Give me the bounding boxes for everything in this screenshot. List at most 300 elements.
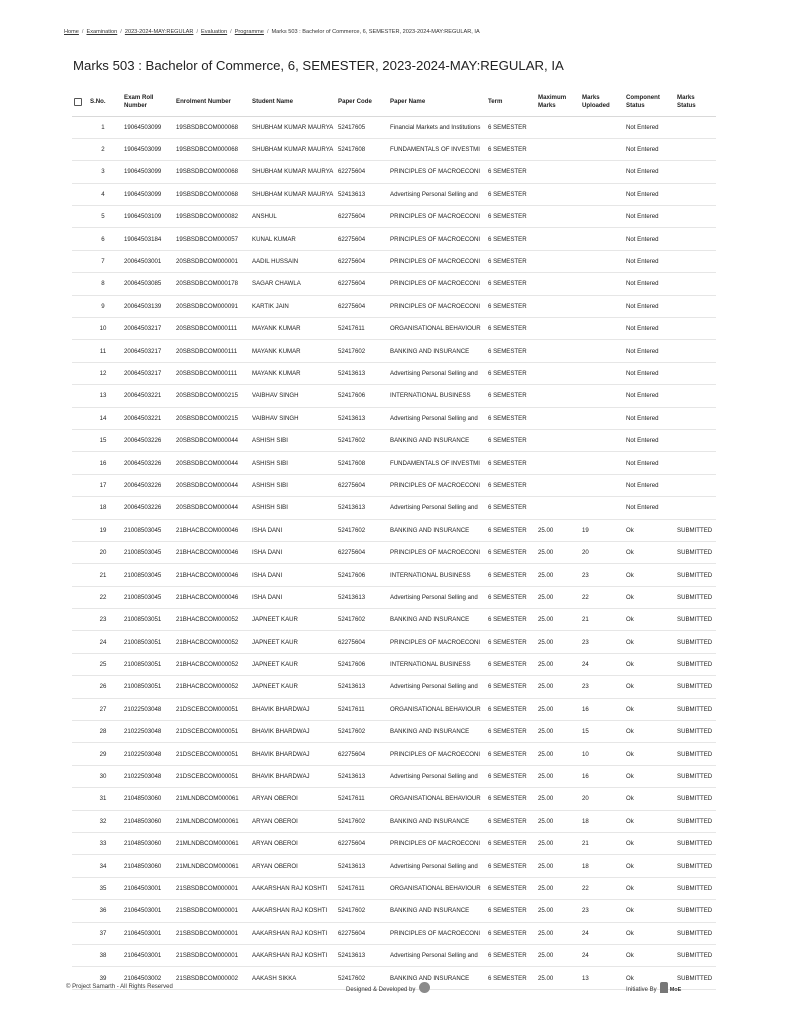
cell-max-marks xyxy=(536,250,580,272)
cell-component-status: Ok xyxy=(626,773,634,781)
row-select-cell xyxy=(72,250,88,272)
cell-term: 6 SEMESTER xyxy=(488,414,527,422)
cell-component-status: Ok xyxy=(626,549,634,557)
cell-max-marks: 25.00 xyxy=(538,884,554,892)
row-select-cell xyxy=(72,922,88,944)
cell-enrolment: 20SBSDBCOM000091 xyxy=(176,302,238,310)
header-sno: S.No. xyxy=(88,89,122,116)
cell-marks-uploaded xyxy=(580,295,624,317)
cell-component-status: Not Entered xyxy=(626,481,659,489)
cell-max-marks xyxy=(536,452,580,474)
cell-paper-code: 52417602 xyxy=(338,907,366,915)
row-select-cell xyxy=(72,318,88,340)
cell-paper-code: 52417602 xyxy=(338,526,366,534)
breadcrumb-session-link[interactable]: 2023-2024-MAY:REGULAR xyxy=(124,29,194,35)
cell-student-name: JAPNEET KAUR xyxy=(252,616,298,624)
cell-paper-code: 52417611 xyxy=(338,325,365,333)
cell-sno: 16 xyxy=(99,459,107,467)
cell-enrolment: 20SBSDBCOM000044 xyxy=(176,504,238,512)
cell-marks-status: SUBMITTED xyxy=(677,773,713,781)
cell-marks-uploaded xyxy=(580,474,624,496)
cell-marks-status xyxy=(675,250,716,272)
cell-student-name: SAGAR CHAWLA xyxy=(252,280,301,288)
emblem-icon xyxy=(660,982,668,993)
cell-paper-code: 52413613 xyxy=(338,414,366,422)
row-select-cell xyxy=(72,497,88,519)
table-row xyxy=(72,138,716,160)
cell-term: 6 SEMESTER xyxy=(488,773,527,781)
cell-sno: 13 xyxy=(99,392,107,400)
cell-marks-uploaded xyxy=(580,497,624,519)
cell-enrolment: 21DSCEBCOM000051 xyxy=(176,705,239,713)
breadcrumb-home-link[interactable]: Home xyxy=(64,29,79,35)
cell-max-marks xyxy=(536,206,580,228)
cell-paper-code: 62275604 xyxy=(338,929,366,937)
cell-paper-name: BANKING AND INSURANCE xyxy=(390,437,470,445)
cell-enrolment: 19SBSDBCOM000068 xyxy=(176,190,238,198)
cell-component-status: Ok xyxy=(626,593,634,601)
cell-component-status: Ok xyxy=(626,526,634,534)
cell-enrolment: 20SBSDBCOM000178 xyxy=(176,280,238,288)
table-header-row xyxy=(72,89,716,116)
cell-marks-uploaded xyxy=(580,138,624,160)
cell-paper-code: 52417602 xyxy=(338,817,366,825)
table-row xyxy=(72,407,716,429)
cell-max-marks xyxy=(536,385,580,407)
cell-marks-uploaded: 16 xyxy=(582,705,589,713)
cell-enrolment: 21BHACBCOM000052 xyxy=(176,638,239,646)
cell-exam-roll: 21064503002 xyxy=(124,974,162,982)
header-term: Term xyxy=(486,89,536,116)
cell-marks-uploaded xyxy=(580,340,624,362)
cell-exam-roll: 20064503226 xyxy=(124,437,162,445)
cell-marks-status xyxy=(675,295,716,317)
cell-enrolment: 20SBSDBCOM000215 xyxy=(176,392,238,400)
cell-student-name: BHAVIK BHARDWAJ xyxy=(252,773,310,781)
cell-paper-code: 62275604 xyxy=(338,750,366,758)
cell-marks-status xyxy=(675,362,716,384)
cell-paper-name: PRINCIPLES OF MACROECONI xyxy=(390,481,481,489)
cell-term: 6 SEMESTER xyxy=(488,683,527,691)
cell-exam-roll: 19064503184 xyxy=(124,235,162,243)
cell-paper-name: Advertising Personal Selling and xyxy=(390,952,478,960)
table-row xyxy=(72,206,716,228)
cell-student-name: ASHISH SIBI xyxy=(252,481,288,489)
cell-enrolment: 19SBSDBCOM000068 xyxy=(176,146,238,154)
cell-exam-roll: 21048503060 xyxy=(124,817,162,825)
cell-term: 6 SEMESTER xyxy=(488,862,527,870)
cell-paper-code: 52413613 xyxy=(338,504,366,512)
cell-max-marks xyxy=(536,318,580,340)
cell-marks-uploaded: 20 xyxy=(582,795,589,803)
cell-max-marks: 25.00 xyxy=(538,929,554,937)
table-row xyxy=(72,161,716,183)
cell-student-name: SHUBHAM KUMAR MAURYA xyxy=(252,146,334,154)
cell-paper-code: 62275604 xyxy=(338,235,366,243)
cell-exam-roll: 21048503060 xyxy=(124,840,162,848)
cell-paper-code: 52417606 xyxy=(338,571,366,579)
cell-exam-roll: 21008503051 xyxy=(124,683,162,691)
row-select-cell xyxy=(72,676,88,698)
cell-component-status: Ok xyxy=(626,750,634,758)
cell-exam-roll: 19064503099 xyxy=(124,168,162,176)
cell-sno: 30 xyxy=(99,773,107,781)
cell-sno: 12 xyxy=(99,369,107,377)
cell-marks-uploaded xyxy=(580,452,624,474)
table-row xyxy=(72,497,716,519)
cell-term: 6 SEMESTER xyxy=(488,369,527,377)
cell-paper-name: BANKING AND INSURANCE xyxy=(390,907,470,915)
cell-exam-roll: 21008503051 xyxy=(124,616,162,624)
cell-student-name: MAYANK KUMAR xyxy=(252,369,301,377)
cell-component-status: Not Entered xyxy=(626,459,659,467)
table-row xyxy=(72,944,716,966)
table-row xyxy=(72,922,716,944)
row-select-cell xyxy=(72,743,88,765)
cell-exam-roll: 20064503217 xyxy=(124,347,162,355)
table-row xyxy=(72,586,716,608)
cell-student-name: VAIBHAV SINGH xyxy=(252,392,299,400)
cell-sno: 37 xyxy=(99,929,107,937)
cell-marks-uploaded xyxy=(580,183,624,205)
cell-enrolment: 19SBSDBCOM000082 xyxy=(176,213,238,221)
cell-enrolment: 20SBSDBCOM000044 xyxy=(176,459,238,467)
row-select-cell xyxy=(72,429,88,451)
row-select-cell xyxy=(72,788,88,810)
cell-sno: 27 xyxy=(99,705,107,713)
table-row xyxy=(72,318,716,340)
cell-sno: 15 xyxy=(99,437,107,445)
cell-max-marks: 25.00 xyxy=(538,593,554,601)
cell-marks-uploaded: 24 xyxy=(582,952,589,960)
cell-component-status: Not Entered xyxy=(626,369,659,377)
cell-marks-status: SUBMITTED xyxy=(677,750,713,758)
cell-exam-roll: 21008503045 xyxy=(124,526,162,534)
row-select-cell xyxy=(72,541,88,563)
cell-exam-roll: 21048503060 xyxy=(124,862,162,870)
cell-enrolment: 20SBSDBCOM000111 xyxy=(176,347,238,355)
cell-enrolment: 21BHACBCOM000046 xyxy=(176,571,239,579)
cell-component-status: Ok xyxy=(626,571,634,579)
cell-marks-status xyxy=(675,206,716,228)
table-row xyxy=(72,833,716,855)
cell-student-name: ISHA DANI xyxy=(252,593,283,601)
cell-term: 6 SEMESTER xyxy=(488,952,527,960)
cell-component-status: Not Entered xyxy=(626,414,659,422)
cell-paper-name: PRINCIPLES OF MACROECONI xyxy=(390,638,481,646)
cell-component-status: Ok xyxy=(626,683,634,691)
cell-enrolment: 21MLNDBCOM000061 xyxy=(176,795,239,803)
cell-marks-uploaded xyxy=(580,228,624,250)
cell-max-marks: 25.00 xyxy=(538,728,554,736)
cell-marks-status xyxy=(675,228,716,250)
cell-term: 6 SEMESTER xyxy=(488,437,527,445)
cell-sno: 33 xyxy=(99,840,107,848)
table-row xyxy=(72,564,716,586)
cell-max-marks: 25.00 xyxy=(538,817,554,825)
row-select-cell xyxy=(72,609,88,631)
cell-paper-name: Advertising Personal Selling and xyxy=(390,683,478,691)
breadcrumb-programme-link[interactable]: Programme xyxy=(234,29,264,35)
cell-term: 6 SEMESTER xyxy=(488,750,527,758)
header-marks-status: Marks Status xyxy=(675,89,716,116)
table-row xyxy=(72,362,716,384)
cell-enrolment: 21BHACBCOM000046 xyxy=(176,526,239,534)
cell-max-marks: 25.00 xyxy=(538,952,554,960)
cell-paper-code: 52413613 xyxy=(338,593,366,601)
cell-student-name: SHUBHAM KUMAR MAURYA xyxy=(252,123,334,131)
cell-max-marks xyxy=(536,362,580,384)
cell-marks-status xyxy=(675,429,716,451)
cell-enrolment: 21MLNDBCOM000061 xyxy=(176,817,239,825)
cell-enrolment: 21DSCEBCOM000051 xyxy=(176,750,239,758)
cell-paper-code: 52417602 xyxy=(338,437,366,445)
cell-marks-uploaded: 18 xyxy=(582,817,589,825)
cell-term: 6 SEMESTER xyxy=(488,146,527,154)
cell-component-status: Not Entered xyxy=(626,168,659,176)
cell-sno: 2 xyxy=(101,146,105,154)
cell-paper-code: 52417611 xyxy=(338,705,365,713)
breadcrumb-examination-link[interactable]: Examination xyxy=(86,29,118,35)
cell-max-marks xyxy=(536,295,580,317)
cell-max-marks: 25.00 xyxy=(538,840,554,848)
table-row xyxy=(72,385,716,407)
cell-marks-uploaded xyxy=(580,362,624,384)
cell-max-marks: 25.00 xyxy=(538,661,554,669)
cell-student-name: ARYAN OBEROI xyxy=(252,795,298,803)
table-row xyxy=(72,810,716,832)
cell-exam-roll: 20064503001 xyxy=(124,258,162,266)
cell-marks-status: SUBMITTED xyxy=(677,840,713,848)
row-select-cell xyxy=(72,519,88,541)
developer-logo-icon xyxy=(419,982,430,993)
cell-sno: 20 xyxy=(99,549,107,557)
cell-paper-name: Advertising Personal Selling and xyxy=(390,862,478,870)
cell-marks-status: SUBMITTED xyxy=(677,884,713,892)
select-all-checkbox[interactable] xyxy=(74,98,82,106)
cell-max-marks: 25.00 xyxy=(538,683,554,691)
cell-max-marks: 25.00 xyxy=(538,750,554,758)
cell-term: 6 SEMESTER xyxy=(488,258,527,266)
table-row xyxy=(72,452,716,474)
cell-exam-roll: 19064503109 xyxy=(124,213,162,221)
cell-component-status: Not Entered xyxy=(626,213,659,221)
row-select-cell xyxy=(72,116,88,138)
cell-paper-name: BANKING AND INSURANCE xyxy=(390,347,470,355)
cell-max-marks xyxy=(536,273,580,295)
cell-enrolment: 20SBSDBCOM000044 xyxy=(176,481,238,489)
initiative-org: MoE xyxy=(669,987,682,994)
cell-term: 6 SEMESTER xyxy=(488,481,527,489)
table-row xyxy=(72,877,716,899)
cell-enrolment: 21SBSDBCOM000001 xyxy=(176,907,238,915)
cell-student-name: AAKARSHAN RAJ KOSHTI xyxy=(252,907,328,915)
cell-sno: 22 xyxy=(99,593,107,601)
cell-enrolment: 21SBSDBCOM000002 xyxy=(176,974,238,982)
cell-student-name: ASHISH SIBI xyxy=(252,504,288,512)
cell-term: 6 SEMESTER xyxy=(488,616,527,624)
cell-marks-status xyxy=(675,497,716,519)
breadcrumb-evaluation-link[interactable]: Evaluation xyxy=(201,29,228,35)
cell-exam-roll: 21022503048 xyxy=(124,728,162,736)
cell-component-status: Not Entered xyxy=(626,325,659,333)
cell-marks-status xyxy=(675,138,716,160)
cell-sno: 34 xyxy=(99,862,107,870)
cell-enrolment: 20SBSDBCOM000111 xyxy=(176,325,238,333)
cell-student-name: AAKASH SIKKA xyxy=(252,974,297,982)
cell-max-marks: 25.00 xyxy=(538,705,554,713)
row-select-cell xyxy=(72,833,88,855)
cell-exam-roll: 21008503045 xyxy=(124,571,162,579)
cell-sno: 7 xyxy=(101,258,105,266)
row-select-cell xyxy=(72,161,88,183)
row-select-cell xyxy=(72,586,88,608)
header-student-name: Student Name xyxy=(250,89,336,116)
cell-marks-status xyxy=(675,116,716,138)
cell-enrolment: 21MLNDBCOM000061 xyxy=(176,862,239,870)
cell-marks-status xyxy=(675,385,716,407)
cell-marks-status: SUBMITTED xyxy=(677,616,713,624)
cell-student-name: ARYAN OBEROI xyxy=(252,817,298,825)
cell-marks-uploaded: 15 xyxy=(582,728,589,736)
cell-paper-code: 52417602 xyxy=(338,616,366,624)
cell-enrolment: 21SBSDBCOM000001 xyxy=(176,929,238,937)
cell-max-marks: 25.00 xyxy=(538,571,554,579)
cell-component-status: Not Entered xyxy=(626,504,659,512)
cell-component-status: Not Entered xyxy=(626,302,659,310)
cell-marks-status: SUBMITTED xyxy=(677,795,713,803)
cell-enrolment: 21BHACBCOM000046 xyxy=(176,549,239,557)
table-row xyxy=(72,541,716,563)
cell-marks-uploaded xyxy=(580,385,624,407)
cell-paper-name: PRINCIPLES OF MACROECONI xyxy=(390,235,481,243)
cell-paper-code: 52417608 xyxy=(338,459,366,467)
cell-paper-name: PRINCIPLES OF MACROECONI xyxy=(390,929,481,937)
cell-enrolment: 20SBSDBCOM000001 xyxy=(176,258,238,266)
cell-exam-roll: 21022503048 xyxy=(124,705,162,713)
row-select-cell xyxy=(72,631,88,653)
cell-enrolment: 21BHACBCOM000052 xyxy=(176,683,239,691)
cell-term: 6 SEMESTER xyxy=(488,884,527,892)
table-row xyxy=(72,116,716,138)
cell-term: 6 SEMESTER xyxy=(488,817,527,825)
marks-table-container xyxy=(72,89,716,990)
header-paper-code: Paper Code xyxy=(336,89,388,116)
cell-sno: 26 xyxy=(99,683,107,691)
cell-exam-roll: 19064503099 xyxy=(124,123,162,131)
cell-component-status: Not Entered xyxy=(626,437,659,445)
table-row xyxy=(72,183,716,205)
table-row xyxy=(72,340,716,362)
cell-sno: 38 xyxy=(99,952,107,960)
table-row xyxy=(72,676,716,698)
cell-term: 6 SEMESTER xyxy=(488,459,527,467)
cell-student-name: AAKARSHAN RAJ KOSHTI xyxy=(252,929,328,937)
cell-enrolment: 21BHACBCOM000052 xyxy=(176,661,239,669)
cell-term: 6 SEMESTER xyxy=(488,392,527,400)
cell-marks-uploaded xyxy=(580,116,624,138)
cell-exam-roll: 20064503226 xyxy=(124,481,162,489)
cell-term: 6 SEMESTER xyxy=(488,168,527,176)
cell-exam-roll: 20064503221 xyxy=(124,414,162,422)
cell-component-status: Ok xyxy=(626,862,634,870)
cell-marks-uploaded xyxy=(580,429,624,451)
cell-enrolment: 21SBSDBCOM000001 xyxy=(176,952,238,960)
cell-max-marks xyxy=(536,429,580,451)
cell-term: 6 SEMESTER xyxy=(488,638,527,646)
cell-term: 6 SEMESTER xyxy=(488,190,527,198)
cell-exam-roll: 21022503048 xyxy=(124,773,162,781)
row-select-cell xyxy=(72,765,88,787)
cell-marks-status: SUBMITTED xyxy=(677,907,713,915)
row-select-cell xyxy=(72,452,88,474)
cell-student-name: JAPNEET KAUR xyxy=(252,638,298,646)
cell-paper-name: BANKING AND INSURANCE xyxy=(390,817,470,825)
cell-component-status: Not Entered xyxy=(626,347,659,355)
cell-exam-roll: 21064503001 xyxy=(124,907,162,915)
cell-marks-status: SUBMITTED xyxy=(677,862,713,870)
row-select-cell xyxy=(72,810,88,832)
cell-paper-name: PRINCIPLES OF MACROECONI xyxy=(390,840,481,848)
cell-component-status: Ok xyxy=(626,907,634,915)
cell-student-name: AAKARSHAN RAJ KOSHTI xyxy=(252,952,328,960)
cell-max-marks xyxy=(536,183,580,205)
cell-max-marks: 25.00 xyxy=(538,773,554,781)
cell-sno: 3 xyxy=(101,168,105,176)
row-select-cell xyxy=(72,385,88,407)
row-select-cell xyxy=(72,340,88,362)
cell-student-name: SHUBHAM KUMAR MAURYA xyxy=(252,168,334,176)
cell-exam-roll: 19064503099 xyxy=(124,190,162,198)
cell-student-name: ASHISH SIBI xyxy=(252,437,288,445)
cell-paper-name: Advertising Personal Selling and xyxy=(390,593,478,601)
cell-paper-code: 52413613 xyxy=(338,369,366,377)
cell-max-marks xyxy=(536,138,580,160)
cell-max-marks xyxy=(536,497,580,519)
cell-paper-code: 62275604 xyxy=(338,638,366,646)
cell-marks-uploaded xyxy=(580,273,624,295)
cell-sno: 9 xyxy=(101,302,105,310)
cell-student-name: ISHA DANI xyxy=(252,571,283,579)
cell-term: 6 SEMESTER xyxy=(488,325,527,333)
cell-component-status: Not Entered xyxy=(626,190,659,198)
cell-marks-status: SUBMITTED xyxy=(677,661,713,669)
cell-exam-roll: 21064503001 xyxy=(124,884,162,892)
cell-marks-status xyxy=(675,273,716,295)
row-select-cell xyxy=(72,564,88,586)
cell-marks-uploaded: 21 xyxy=(582,840,589,848)
cell-enrolment: 19SBSDBCOM000068 xyxy=(176,168,238,176)
cell-sno: 18 xyxy=(99,504,107,512)
cell-term: 6 SEMESTER xyxy=(488,840,527,848)
cell-component-status: Not Entered xyxy=(626,235,659,243)
cell-marks-uploaded xyxy=(580,250,624,272)
initiative-label: Initiative By xyxy=(626,987,657,994)
row-select-cell xyxy=(72,474,88,496)
cell-marks-uploaded: 18 xyxy=(582,862,589,870)
row-select-cell xyxy=(72,698,88,720)
cell-max-marks xyxy=(536,116,580,138)
header-marks-uploaded: Marks Uploaded xyxy=(580,89,624,116)
page-title: Marks 503 : Bachelor of Commerce, 6, SEMESTER, 2023-2024-MAY:REGULAR, IA xyxy=(73,58,564,73)
row-select-cell xyxy=(72,295,88,317)
cell-paper-code: 52417605 xyxy=(338,123,366,131)
cell-component-status: Ok xyxy=(626,840,634,848)
cell-paper-name: BANKING AND INSURANCE xyxy=(390,526,470,534)
cell-student-name: JAPNEET KAUR xyxy=(252,683,298,691)
cell-student-name: ARYAN OBEROI xyxy=(252,862,298,870)
table-row xyxy=(72,519,716,541)
